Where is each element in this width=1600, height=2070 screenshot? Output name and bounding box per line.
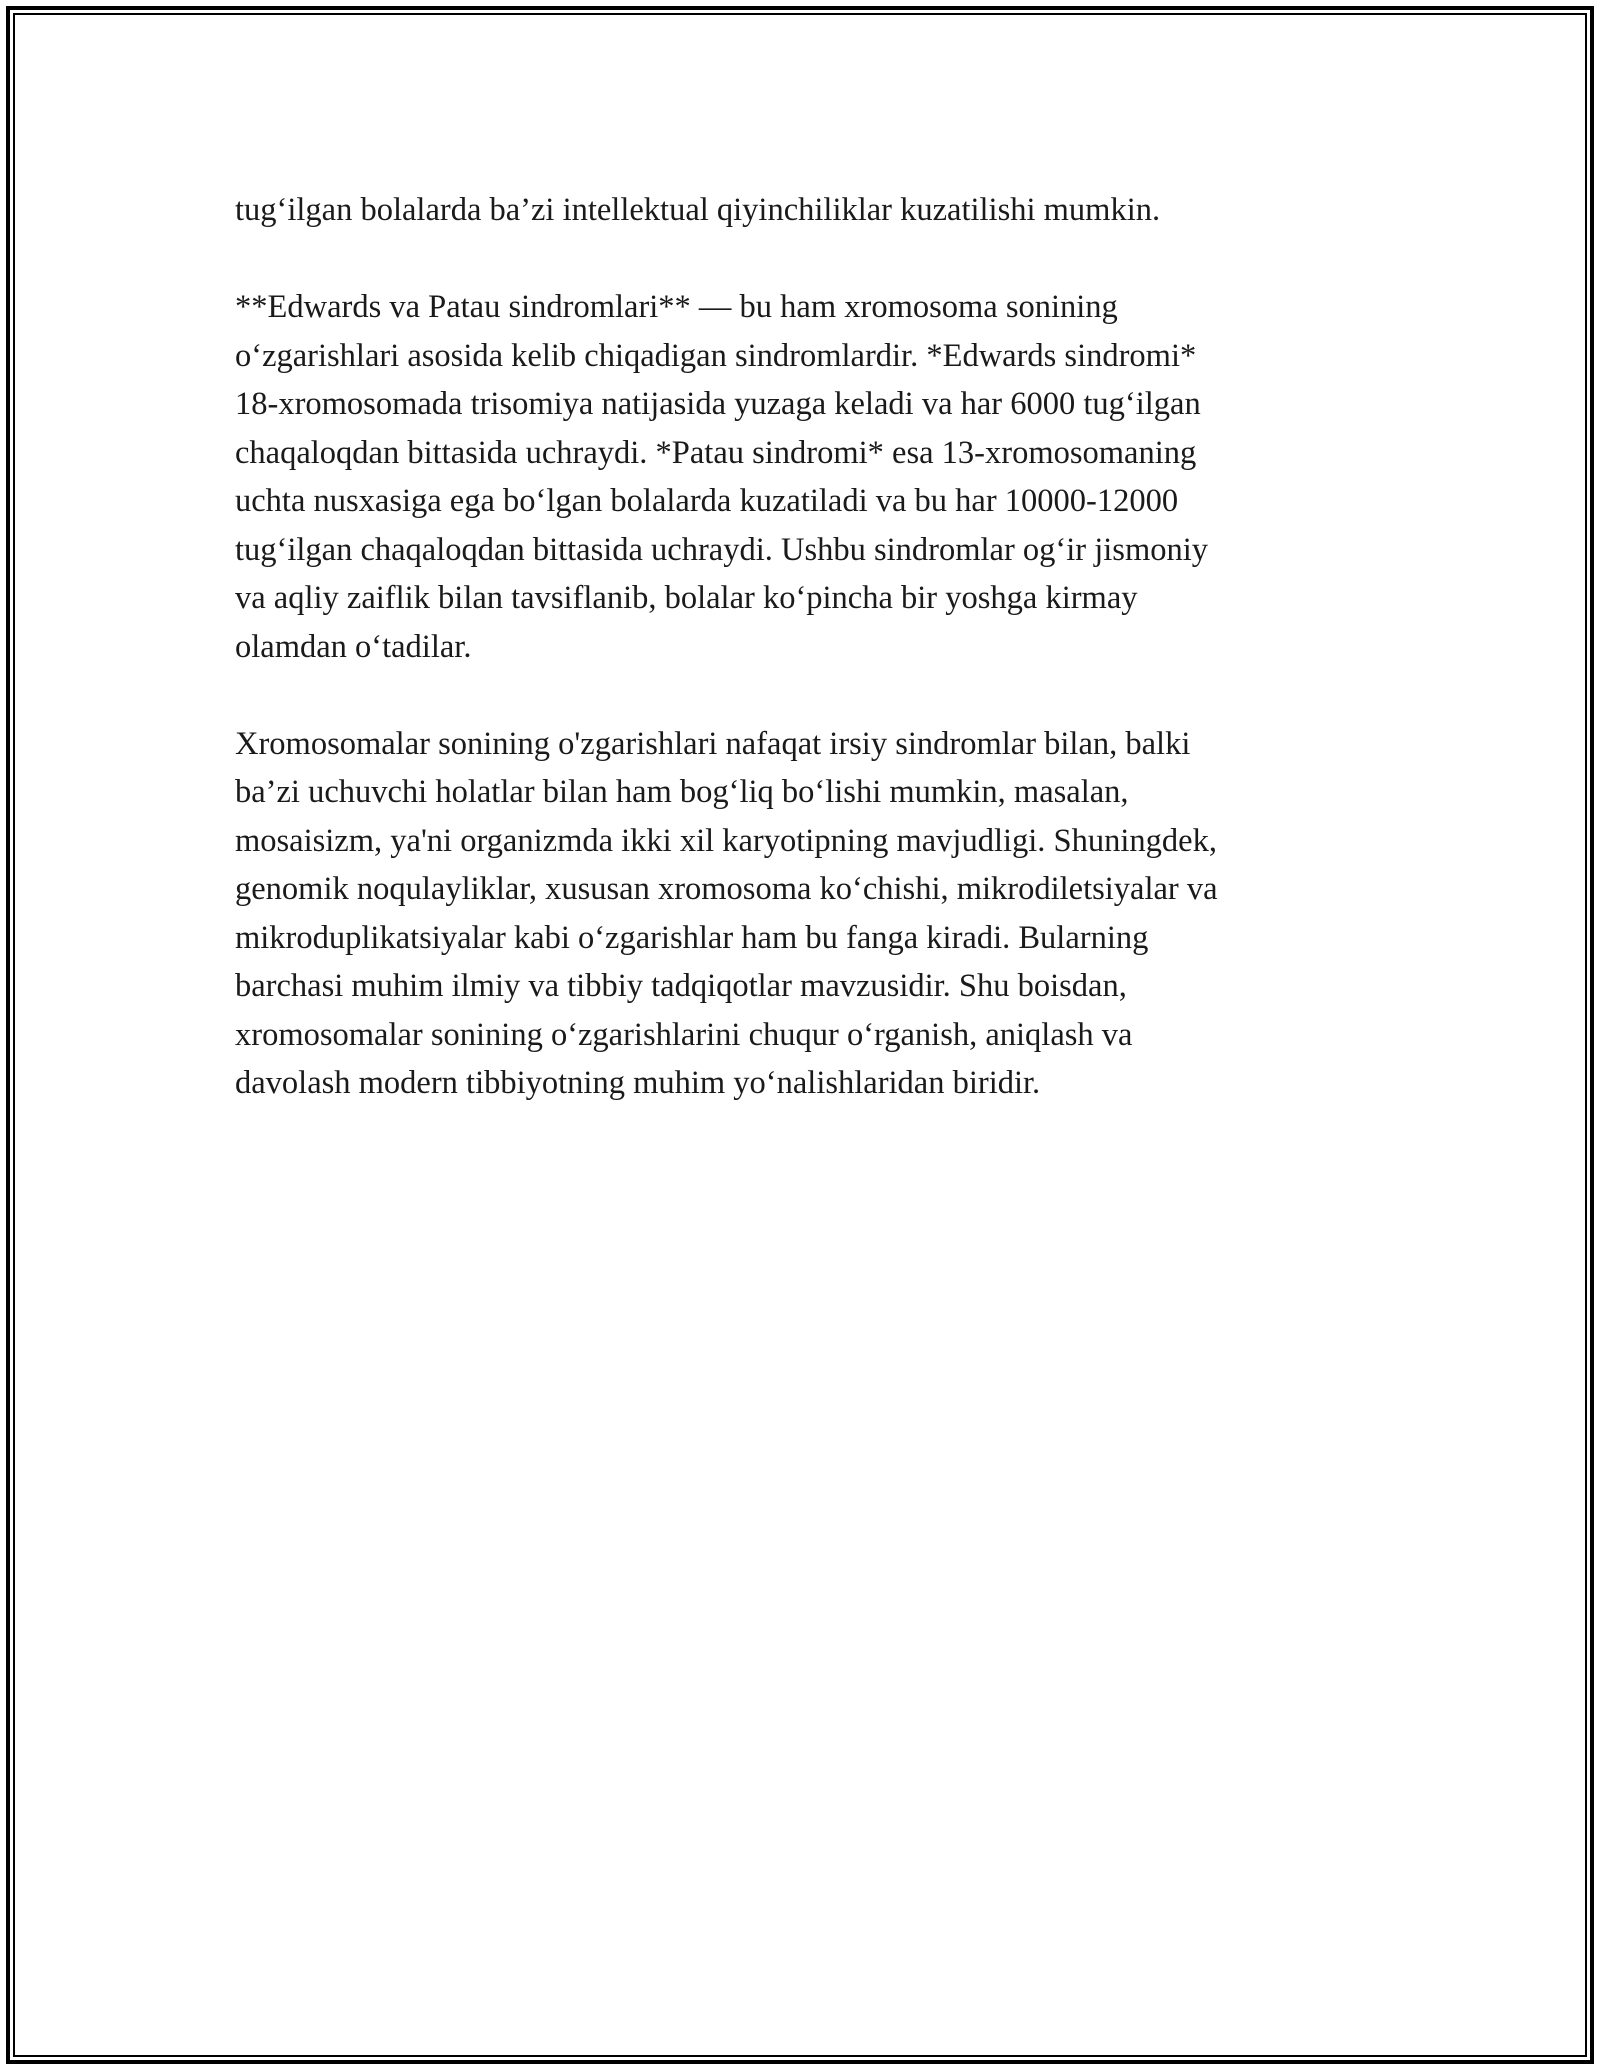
- paragraph-intro-continuation: tug‘ilgan bolalarda ba’zi intellektual qiyinchiliklar kuzatilishi mumkin.: [235, 192, 1161, 228]
- document-body: [235, 186, 1365, 1156]
- paragraph-chromosome-changes: Xromosomalar sonining o'zgarishlari nafaqat irsiy sindromlar bilan, balki ba’zi uchuvchi holatlar bilan ham bog‘liq bo‘lishi mumkin, masalan, mosaisizm, ya'ni organizmda ikki xil karyotipning mavjudligi. Shuningdek, genomik noqulayliklar, xususan xromosoma ko‘chishi, mikrodiletsiyalar va mikroduplikatsiyalar kabi o‘zgarishlar ham bu fanga kiradi. Bularning barchasi muhim ilmiy va tibbiy tadqiqotlar mavzusidir. Shu boisdan, xromosomalar sonining o‘zgarishlarini chuqur o‘rganish, aniqlash va davolash modern tibbiyotning muhim yo‘nalishlaridan biridir.: [235, 725, 1218, 1101]
- paragraph-edwards-patau: **Edwards va Patau sindromlari** — bu ham xromosoma sonining o‘zgarishlari asosida kelib chiqadigan sindromlardir. *Edwards sindromi* 18-xromosomada trisomiya natijasida yuzaga keladi va har 6000 tug‘ilgan chaqaloqdan bittasida uchraydi. *Patau sindromi* esa 13-xromosomaning uchta nusxasiga ega bo‘lgan bolalarda kuzatiladi va bu har 10000-12000 tug‘ilgan chaqaloqdan bittasida uchraydi. Ushbu sindromlar og‘ir jismoniy va aqliy zaiflik bilan tavsiflanib, bolalar ko‘pincha bir yoshga kirmay olamdan o‘tadilar.: [235, 289, 1209, 665]
